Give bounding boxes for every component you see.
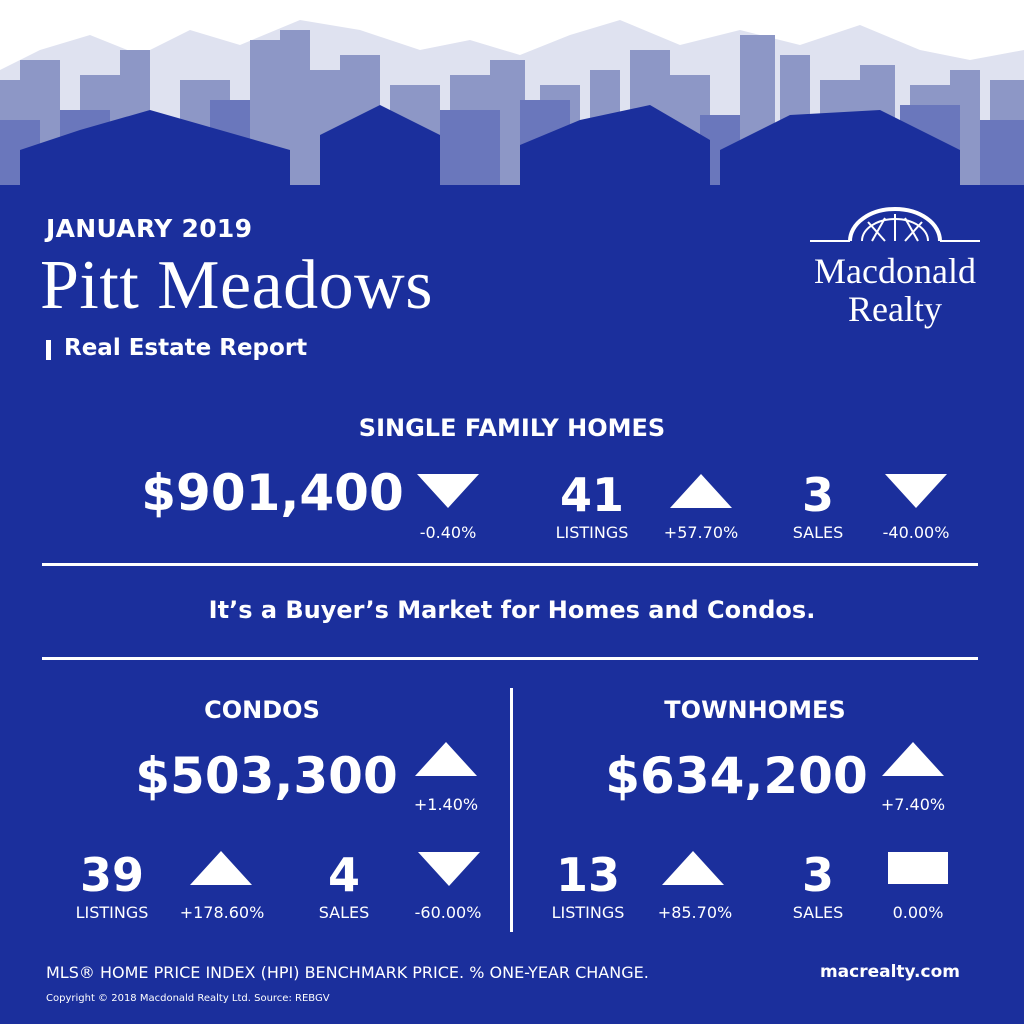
- sunrise-arch-icon: [810, 204, 980, 254]
- copyright: Copyright © 2018 Macdonald Realty Ltd. Source: REBGV: [46, 993, 330, 1004]
- page-subtitle: Real Estate Report: [64, 335, 308, 361]
- subtitle-marker: [46, 340, 51, 360]
- townhomes-price-change: +7.40%: [880, 795, 946, 814]
- townhomes-listings-label: LISTINGS: [551, 903, 625, 922]
- condos-listings-change: +178.60%: [179, 903, 265, 922]
- townhomes-title: TOWNHOMES: [664, 696, 846, 724]
- page-title: Pitt Meadows: [40, 247, 433, 324]
- footer-note: MLS® HOME PRICE INDEX (HPI) BENCHMARK PRICE. % ONE-YEAR CHANGE.: [46, 963, 649, 982]
- brand-name-line1: Macdonald: [814, 251, 976, 291]
- condos-listings: 39: [79, 848, 144, 902]
- condos-sales-label: SALES: [318, 903, 370, 922]
- condos-listings-label: LISTINGS: [75, 903, 149, 922]
- single-family-price: $901,400: [141, 464, 404, 522]
- up-arrow-icon: [415, 742, 477, 776]
- single-family-listings: 41: [559, 468, 624, 522]
- townhomes-sales-change: 0.00%: [892, 903, 944, 922]
- market-tagline: It’s a Buyer’s Market for Homes and Condos.: [208, 596, 816, 624]
- divider: [42, 563, 978, 566]
- website-link[interactable]: macrealty.com: [819, 962, 960, 982]
- condos-sales-change: -60.00%: [414, 903, 482, 922]
- brand-name-line2: Realty: [848, 289, 942, 329]
- down-arrow-icon: [885, 474, 947, 508]
- single-family-sales: 3: [801, 468, 834, 522]
- brand-logo-text: [800, 252, 990, 328]
- report-month: JANUARY 2019: [46, 214, 253, 243]
- condos-price-change: +1.40%: [413, 795, 479, 814]
- down-arrow-icon: [417, 474, 479, 508]
- condos-price: $503,300: [135, 747, 398, 805]
- townhomes-price: $634,200: [605, 747, 868, 805]
- condos-title: CONDOS: [204, 696, 320, 724]
- single-family-sales-change: -40.00%: [882, 523, 950, 542]
- townhomes-sales-label: SALES: [792, 903, 844, 922]
- townhomes-sales: 3: [801, 848, 834, 902]
- single-family-sales-label: SALES: [792, 523, 844, 542]
- single-family-title: SINGLE FAMILY HOMES: [358, 414, 666, 442]
- up-arrow-icon: [670, 474, 732, 508]
- skyline-illustration: [0, 0, 1024, 200]
- townhomes-listings-change: +85.70%: [657, 903, 733, 922]
- column-divider: [510, 688, 513, 932]
- townhomes-listings: 13: [555, 848, 620, 902]
- single-family-listings-label: LISTINGS: [555, 523, 629, 542]
- down-arrow-icon: [418, 852, 480, 886]
- up-arrow-icon: [662, 851, 724, 885]
- single-family-listings-change: +57.70%: [663, 523, 739, 542]
- condos-sales: 4: [327, 848, 360, 902]
- single-family-price-change: -0.40%: [419, 523, 477, 542]
- no-change-icon: [888, 852, 948, 884]
- up-arrow-icon: [882, 742, 944, 776]
- divider: [42, 657, 978, 660]
- up-arrow-icon: [190, 851, 252, 885]
